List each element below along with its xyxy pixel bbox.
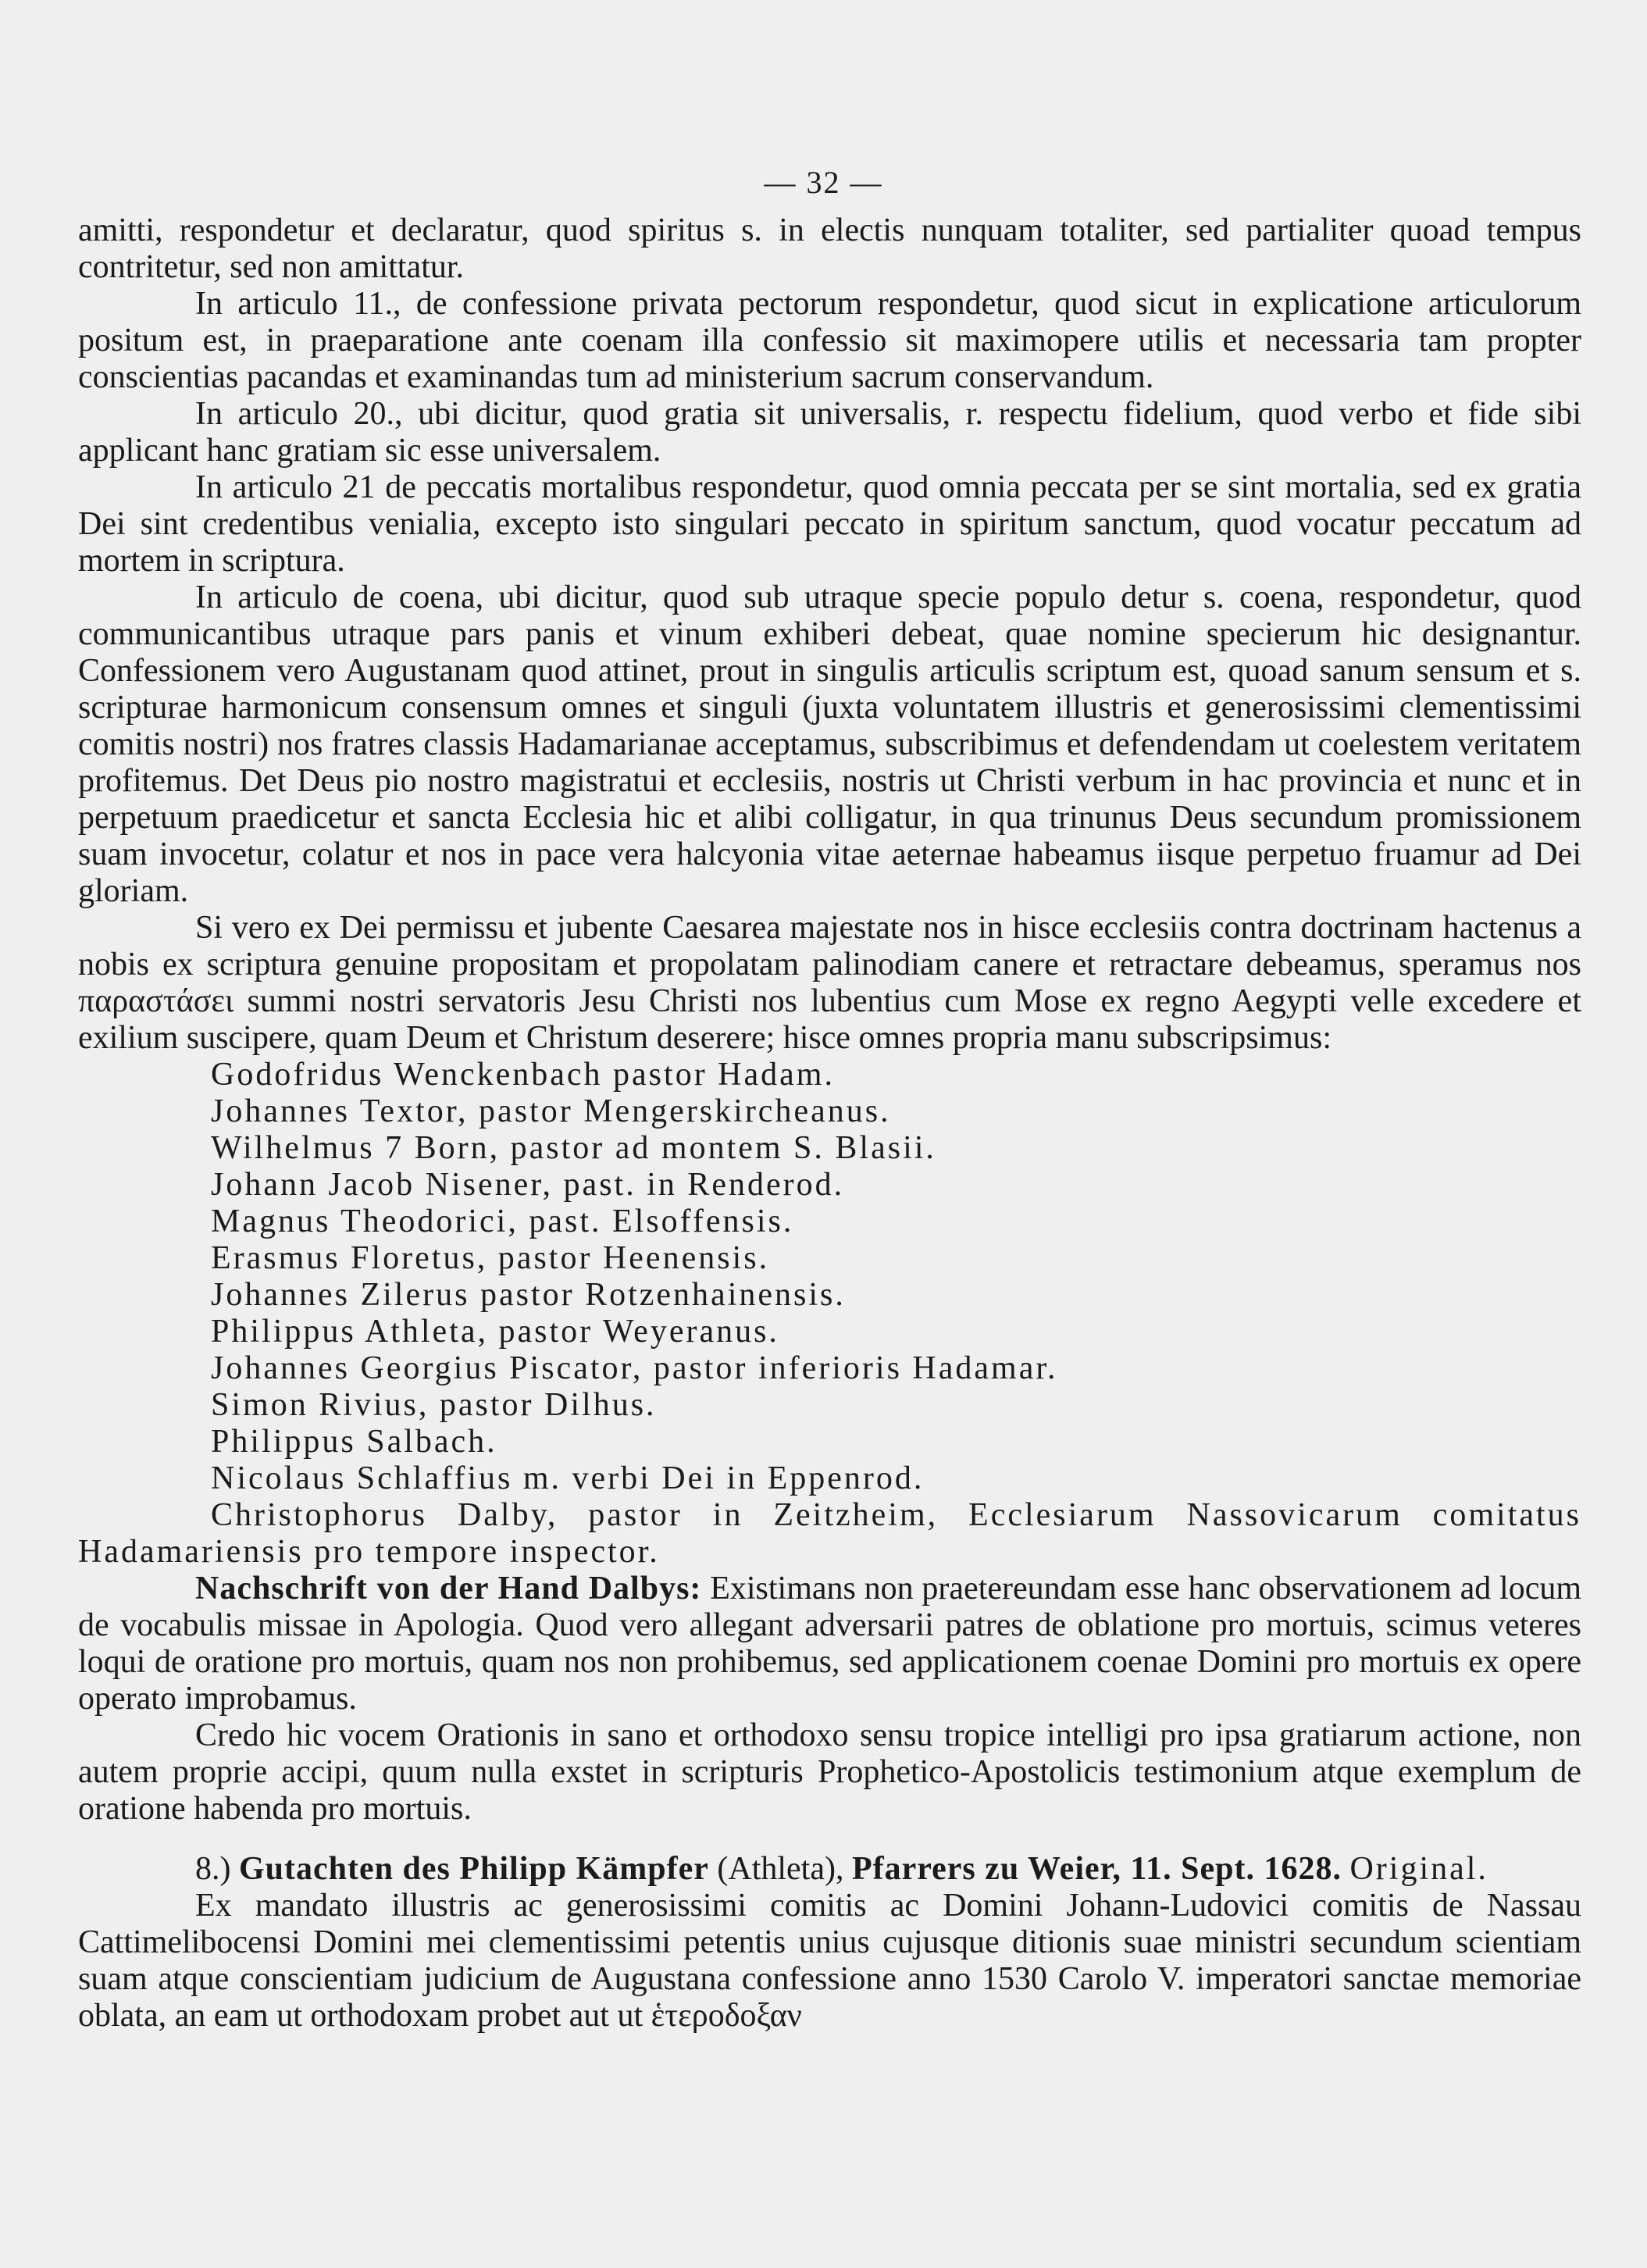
- section-8-original-note: Original.: [1349, 1851, 1488, 1887]
- section-8-number: 8.): [195, 1851, 231, 1887]
- section-8-text: Ex mandato illustris ac generosissimi comitis ac Domini Johann-Ludovici comitis de Nassau Cattimelibocensi Domini mei clementissimi petentis unius cujusque ditionis suae ministri secundum scientiam suam atque conscientiam judicium de Augustana confessione anno 1530 Carolo V. imperatori sanctae memoriae oblata, an eam ut orthodoxam probet aut ut ἑτεροδοξαν: [78, 1888, 1581, 2034]
- signatory-line: Magnus Theodorici, past. Elsoffensis.: [211, 1204, 794, 1239]
- signatory-line: Johannes Georgius Piscator, pastor inferioris Hadamar.: [211, 1350, 1058, 1386]
- signatory-line: Philippus Salbach.: [211, 1424, 497, 1460]
- page-body: [78, 212, 1581, 2034]
- postscript-paragraph-2: Credo hic vocem Orationis in sano et orthodoxo sensu tropice intelligi pro ipsa gratiarum actione, non autem proprie accipi, quum nulla exstet in scripturis Prophetico-Apostolicis testimonium atque exemplum de oratione habenda pro mortuis.: [78, 1717, 1581, 1827]
- section-8-title-place-date: Pfarrers zu Weier, 11. Sept. 1628.: [851, 1851, 1342, 1887]
- postscript-text: Existimans non praetereundam esse hanc observationem ad locum de vocabulis missae in Apologia. Quod vero allegant adversarii patres de oblatione pro mortuis, scimus veteres loqui de oratione pro mortuis, quam nos non prohibemus, sed applicationem coenae Domini pro mortuis ex opere operato improbamus.: [78, 1571, 1582, 1717]
- signatory-line: Philippus Athleta, pastor Weyeranus.: [211, 1314, 779, 1350]
- paragraph-2: In articulo 11., de confessione privata pectorum respondetur, quod sicut in explicatione articulorum positum est, in praeparatione ante coenam illa confessio sit maximopere utilis et necessaria tam propter conscientias pacandas et examinandas tum ad ministerium sacrum conservandum.: [78, 286, 1581, 395]
- section-8-title-aside: (Athleta),: [717, 1851, 844, 1887]
- signatory-line: Johann Jacob Nisener, past. in Renderod.: [211, 1167, 845, 1203]
- paragraph-1: amitti, respondetur et declaratur, quod spiritus s. in electis nunquam totaliter, sed partialiter quoad tempus contritetur, sed non amittatur.: [78, 212, 1581, 285]
- paragraph-4: In articulo 21 de peccatis mortalibus respondetur, quod omnia peccata per se sint mortalia, sed ex gratia Dei sint credentibus venialia, excepto isto singulari peccato in spiritum sanctum, quod vocatur peccatum ad mortem in scriptura.: [78, 469, 1581, 579]
- section-8-heading: [78, 1851, 1581, 1888]
- signatory-line: Erasmus Floretus, pastor Heenensis.: [211, 1240, 770, 1276]
- postscript-label: Nachschrift von der Hand Dalbys:: [195, 1571, 702, 1606]
- paragraph-3: In articulo 20., ubi dicitur, quod gratia sit universalis, r. respectu fidelium, quod verbo et fide sibi applicant hanc gratiam sic esse universalem.: [78, 396, 1581, 469]
- signatory-line: Christophorus Dalby, pastor in Zeitzheim, Ecclesiarum Nassovicarum comitatus Hadamariensis pro tempore inspector.: [78, 1497, 1581, 1570]
- paragraph-6: Si vero ex Dei permissu et jubente Caesarea majestate nos in hisce ecclesiis contra doctrinam hactenus a nobis ex scriptura genuine propositam et propolatam palinodiam canere et retractare debeamus, speramus nos παραστάσει summi nostri servatoris Jesu Christi nos lubentius cum Mose ex regno Aegypti velle excedere et exilium suscipere, quam Deum et Christum deserere; hisce omnes propria manu subscripsimus:: [78, 910, 1581, 1056]
- page-number: — 32 —: [764, 165, 883, 200]
- section-gap: [78, 1828, 1581, 1851]
- signatory-line: Simon Rivius, pastor Dilhus.: [211, 1387, 657, 1423]
- signatory-line: Johannes Textor, pastor Mengerskircheanus.: [211, 1093, 891, 1129]
- signatory-line: Godofridus Wenckenbach pastor Hadam.: [211, 1057, 835, 1093]
- section-8-title: Gutachten des Philipp Kämpfer: [239, 1851, 709, 1887]
- signatory-line: Johannes Zilerus pastor Rotzenhainensis.: [211, 1277, 846, 1313]
- postscript-paragraph: [78, 1571, 1581, 1717]
- signatory-line: Nicolaus Schlaffius m. verbi Dei in Eppenrod.: [211, 1460, 925, 1496]
- paragraph-5: In articulo de coena, ubi dicitur, quod sub utraque specie populo detur s. coena, respondetur, quod communicantibus utraque pars panis et vinum exhiberi debeat, quae nomine specierum hic designantur. Confessionem vero Augustanam quod attinet, prout in singulis articulis scriptum est, quoad sanum sensum et s. scripturae harmonicum consensum omnes et singuli (juxta voluntatem illustris et generosissimi clementissimi comitis nostri) nos fratres classis Hadamarianae acceptamus, subscribimus et defendendam ut coelestem veritatem profitemus. Det Deus pio nostro magistratui et ecclesiis, nostris ut Christi verbum in hac provincia et nunc et in perpetuum praedicetur et sancta Ecclesia hic et alibi colligatur, in qua trinunus Deus secundum promissionem suam invocetur, colatur et nos in pace vera halcyonia vitae aeternae habeamus iisque perpetuo fruamur ad Dei gloriam.: [78, 579, 1581, 909]
- signatory-line: Wilhelmus 7 Born, pastor ad montem S. Blasii.: [211, 1130, 936, 1166]
